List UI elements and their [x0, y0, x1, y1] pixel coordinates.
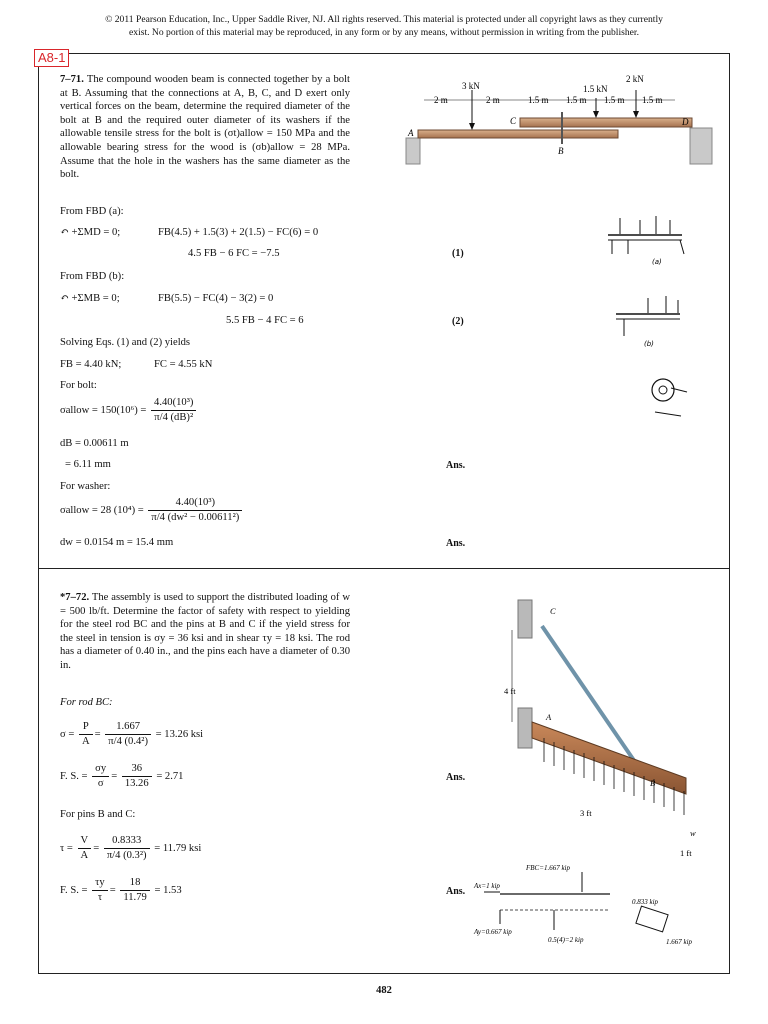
point-c-label: C [510, 116, 517, 126]
ax-label: Ax=1 kip [474, 882, 500, 890]
dim-3ft: 3 ft [580, 808, 592, 818]
tau-numerator: 0.8333 [104, 834, 150, 849]
tau-a: A [80, 850, 89, 861]
dim-2m-1: 2 m [434, 95, 448, 105]
moment-label-a: ↶ +ΣMD = 0; [60, 227, 121, 238]
problem-72-text: The assembly is used to support the distributed loading of w = 500 lb/ft. Determine the factor of safety with respect to yielding for the steel rod BC and the pins at B and C if the yield stress for the steel in tension is σy = 36 ksi and in shear τy = 18 ksi. The rod has a diameter of 0.40 in., and the pins each have a diameter of 0.30 in. [60, 592, 350, 671]
copyright-notice [40, 14, 728, 39]
point-b-label: B [558, 146, 564, 156]
fs1-result: = 2.71 [156, 770, 184, 782]
compound-beam-figure [400, 70, 725, 170]
for-washer-label: For washer: [60, 481, 111, 492]
sigma-a: A [82, 736, 90, 747]
dim-1-5m-2: 1.5 m [566, 95, 587, 105]
lower-bracket [518, 708, 532, 748]
washer-equation-denominator: π/4 (dw² − 0.00611²) [151, 512, 240, 523]
load-1-5kn: 1.5 kN [583, 84, 608, 94]
solving-text: Solving Eqs. (1) and (2) yields [60, 337, 191, 348]
load-2kn: 2 kN [626, 74, 644, 84]
fs2-lhs: F. S. = [60, 884, 88, 896]
fs1-numerator: 36 [122, 762, 152, 777]
sigma-result: = 13.26 ksi [155, 728, 204, 740]
answer-fs-pins: Ans. [446, 886, 466, 897]
point-c-label-72: C [550, 606, 556, 616]
fs1-sigma: σ [97, 778, 104, 789]
fbc-label: FBC=1.667 kip [526, 864, 570, 872]
bolt-equation-denominator: π/4 (dB)² [154, 412, 194, 423]
db-millimeters: = 6.11 mm [65, 459, 111, 470]
equation-1-line-2: 4.5 FB − 6 FC = −7.5 [188, 248, 280, 259]
problem-72-statement [60, 591, 350, 673]
fs2-tau-y: τy [92, 876, 108, 891]
answer-db: Ans. [446, 460, 466, 471]
point-d-label: D [682, 117, 689, 127]
answer-dw: Ans. [446, 538, 466, 549]
pin-force-label-2: 1.667 kip [666, 938, 693, 946]
load-w-label: w [690, 828, 696, 838]
sigma-denominator: π/4 (0.4²) [108, 736, 148, 747]
bolt-stress-equation [60, 396, 198, 425]
problem-72-number: *7–72. [60, 592, 90, 603]
fbd-b-title: From FBD (b): [60, 271, 125, 282]
sigma-p: P [79, 720, 93, 735]
point-b-label-72: B [650, 778, 656, 788]
load-3kn: 3 kN [462, 81, 480, 91]
point-a-label: A [408, 128, 414, 138]
equation-1-line-1: FB(4.5) + 1.5(3) + 2(1.5) − FC(6) = 0 [158, 227, 319, 238]
fbd-b-sketch [608, 288, 688, 350]
pin-fs-equation: F. S. = $\frac{\tau y}{\tau}$ = $\frac{18}{11.79}$ = 1.53 [60, 877, 182, 903]
fbd-a-sketch [600, 210, 692, 270]
support-a-icon [406, 138, 420, 164]
for-rod-label: For rod BC: [60, 697, 113, 708]
copyright-line-1: © 2011 Pearson Education, Inc., Upper Saddle River, NJ. All rights reserved. This material is protected under all copyright laws as they currently [105, 14, 663, 25]
dim-1ft: 1 ft [680, 848, 692, 858]
bolt-equation-lhs: σallow = 150(10⁶) = [60, 404, 147, 416]
answer-fs-rod: Ans. [446, 772, 466, 783]
tau-denominator: π/4 (0.3²) [106, 850, 147, 861]
equation-2-line-2: 5.5 FB − 4 FC = 6 [226, 315, 304, 326]
fbd-a-title: From FBD (a): [60, 206, 124, 217]
fc-result: FC = 4.55 kN [154, 359, 213, 370]
washer-equation-numerator: 4.40(10³) [148, 496, 242, 511]
point-a-label-72: A [546, 712, 552, 722]
washer-equation-lhs: σallow = 28 (10⁴) = [60, 504, 144, 516]
rod-stress-equation: σ = $\frac{P}{A}$ = $\frac{1.667}{\text{π/4 (0.4²)}}$ = 13.26 ksi [60, 721, 204, 747]
tau-result: = 11.79 ksi [154, 842, 202, 854]
lower-beam [418, 130, 618, 138]
distributed-resultant-label: 0.5(4)=2 kip [548, 936, 584, 944]
page-tag: A8-1 [34, 49, 69, 67]
dim-1-5m-3: 1.5 m [604, 95, 625, 105]
fbd-72-sketch [470, 858, 720, 950]
equation-2-line-1: FB(5.5) − FC(4) − 3(2) = 0 [158, 293, 274, 304]
sigma-lhs: σ = [60, 728, 75, 740]
assembly-figure [500, 590, 710, 870]
problem-71-statement [60, 73, 350, 182]
upper-bracket [518, 600, 532, 638]
pin-shear-equation: τ = $\frac{V}{A}$ = $\frac{0.8333}{\text{π/4 (0.3²)}}$ = 11.79 ksi [60, 835, 202, 861]
tau-v: V [78, 834, 92, 849]
fs1-sigma-y: σy [92, 762, 109, 777]
fs1-lhs: F. S. = [60, 770, 88, 782]
dim-2m-2: 2 m [486, 95, 500, 105]
washer-sketch [645, 372, 695, 422]
upper-beam [520, 118, 692, 127]
fs2-numerator: 18 [120, 876, 149, 891]
copyright-line-2: exist. No portion of this material may be reproduced, in any form or by any means, without permission in writing from the publisher. [129, 26, 639, 38]
moment-label-b: ↶ +ΣMB = 0; [60, 293, 120, 304]
fs2-result: = 1.53 [154, 884, 182, 896]
washer-stress-equation [60, 496, 244, 525]
fs2-tau: τ [97, 892, 103, 903]
equation-2-tag: (2) [452, 316, 464, 327]
fbd-a-label: (a) [652, 258, 662, 266]
support-d-icon [690, 128, 712, 164]
problem-71-text: The compound wooden beam is connected together by a bolt at B. Assuming that the connections at A, B, C, and D exert only vertical forces on the beam, determine the required diameter of the bolt at B and the required outer diameter of its washers if the allowable tensile stress for the bolt is (σt)allow = 150 MPa and the allowable bearing stress for the wood is (σb)allow = 28 MPa. Assume that the hole in the washers has the same diameter as the bolt. [60, 74, 350, 181]
tau-lhs: τ = [60, 842, 73, 854]
fbd-b-label: (b) [644, 340, 654, 348]
problem-71-number: 7–71. [60, 74, 84, 85]
dim-1-5m-4: 1.5 m [642, 95, 663, 105]
fb-result: FB = 4.40 kN; [60, 359, 122, 370]
for-pins-label: For pins B and C: [60, 809, 136, 820]
equation-1-tag: (1) [452, 248, 464, 259]
fs2-denominator: 11.79 [123, 892, 147, 903]
sigma-numerator: 1.667 [105, 720, 151, 735]
dim-4ft: 4 ft [504, 686, 516, 696]
dim-1-5m-1: 1.5 m [528, 95, 549, 105]
timber-beam [532, 722, 686, 794]
bolt-equation-numerator: 4.40(10³) [151, 396, 196, 411]
fs1-denominator: 13.26 [124, 778, 149, 789]
problem-divider [38, 568, 730, 569]
pin-force-label: 0.833 kip [632, 898, 659, 906]
db-meters: dB = 0.00611 m [60, 438, 129, 449]
for-bolt-label: For bolt: [60, 380, 97, 391]
dw-result: dw = 0.0154 m = 15.4 mm [60, 537, 174, 548]
page-number: 482 [376, 985, 392, 996]
rod-fs-equation: F. S. = $\frac{\sigma y}{\sigma}$ = $\frac{36}{13.26}$ = 2.71 [60, 763, 184, 789]
ay-label: Ay=0.667 kip [474, 928, 512, 936]
